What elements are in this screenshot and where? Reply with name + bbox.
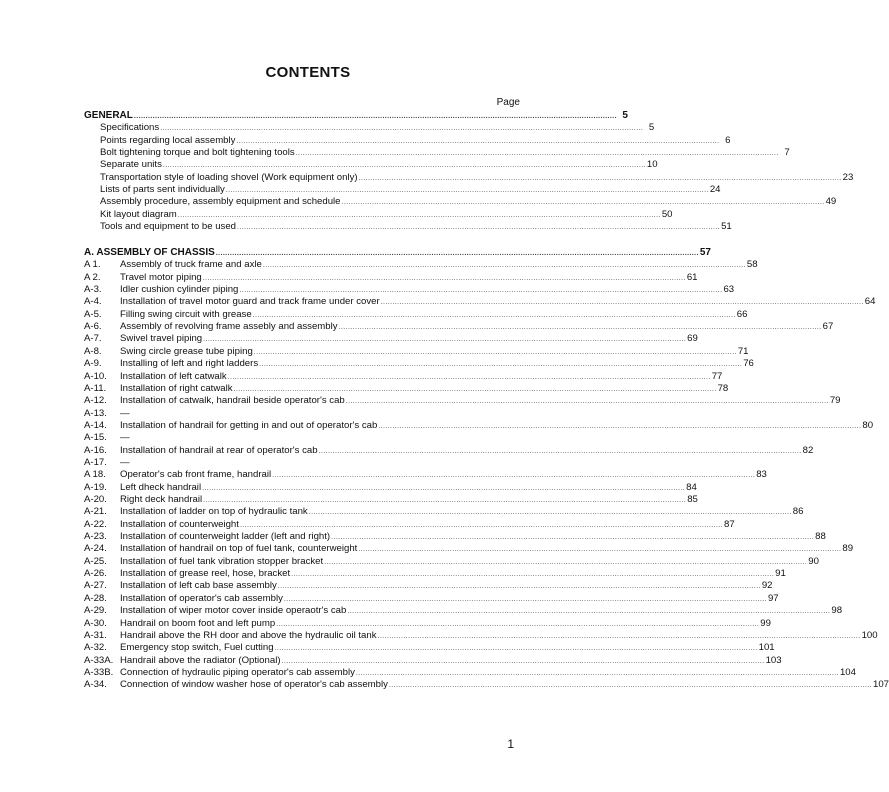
toc-entry [84, 679, 889, 691]
page-column-header: Page [496, 97, 520, 108]
entry-page: 98 [831, 605, 843, 617]
toc-entry [84, 284, 735, 296]
entry-title: Installation of travel motor guard and track frame under cover [120, 296, 380, 308]
entry-page: 67 [822, 321, 834, 333]
toc-entry [84, 666, 856, 679]
entry-page: 64 [864, 296, 876, 308]
entry-title: Right deck handrail [120, 494, 203, 505]
entry-page: 71 [737, 345, 749, 357]
entry-page: 66 [736, 308, 748, 320]
entry-number: A-3. [84, 284, 102, 296]
toc-entry [84, 395, 841, 407]
toc-entry [84, 494, 698, 506]
entry-title: Installation of handrail at rear of operator's cab [120, 444, 318, 456]
entry-number: A-11. [84, 382, 107, 394]
entry-number: A-13. [84, 407, 107, 419]
entry-page: 84 [686, 481, 697, 493]
page-title: CONTENTS [265, 64, 351, 81]
entry-page: 69 [687, 333, 698, 345]
page-number: 1 [507, 737, 514, 751]
entry-title: Installation of wiper motor cover inside operaotr's cab [120, 605, 347, 617]
toc-entry [84, 196, 837, 208]
entry-title: Handrail on boom foot and left pump [120, 617, 276, 629]
entry-title: Operator's cab front frame, handrail [120, 469, 272, 481]
entry-number: A-12. [84, 395, 107, 407]
entry-number: A-25. [84, 555, 107, 567]
entry-page: 77 [711, 370, 723, 382]
entry-title: Installation of counterweight ladder (left and right) [120, 531, 331, 543]
entry-title: Tools and equipment to be used [100, 221, 237, 233]
entry-title: Lists of parts sent individually [100, 184, 225, 196]
section-title: A. ASSEMBLY OF CHASSIS [84, 247, 215, 258]
entry-page: 91 [775, 568, 786, 580]
entry-page: 104 [839, 666, 856, 678]
entry-page: 6 [725, 134, 731, 146]
entry-title: Left dheck handrail [120, 481, 202, 493]
leader-dots [278, 581, 761, 593]
entry-title: Transportation style of loading shovel (Work equipment only) [100, 171, 358, 183]
leader-dots [203, 334, 686, 346]
entry-title: Separate units [100, 159, 162, 171]
entry-number: A-23. [84, 531, 107, 543]
entry-title: Swivel travel piping [120, 333, 203, 345]
leader-dots [358, 544, 841, 556]
leader-dots [282, 656, 765, 668]
entry-page: 10 [646, 159, 658, 171]
entry-page: 82 [802, 444, 814, 456]
toc-entry [84, 506, 804, 518]
leader-dots [275, 643, 758, 655]
entry-title: Kit layout diagram [100, 208, 177, 220]
toc-entry [84, 184, 721, 196]
entry-page: 63 [723, 284, 735, 296]
entry-title: Bolt tightening torque and bolt tightening tools [100, 147, 295, 159]
entry-number: A-15. [84, 432, 107, 444]
toc-entry [84, 444, 814, 457]
entry-title: — [120, 456, 130, 468]
entry-title: Installation of left cab base assembly [120, 580, 277, 592]
entry-page: 100 [861, 629, 878, 641]
entry-page: 49 [825, 196, 837, 208]
entry-page: 107 [872, 679, 889, 691]
entry-page: 89 [842, 543, 854, 555]
leader-dots [240, 520, 723, 532]
entry-page: 7 [784, 147, 790, 159]
leader-dots [239, 285, 722, 297]
toc-entry [84, 221, 732, 233]
leader-dots [163, 160, 646, 172]
leader-dots [381, 297, 864, 309]
leader-dots [378, 421, 861, 433]
toc-entry [84, 321, 834, 333]
entry-page: 92 [761, 580, 773, 592]
entry-number: A-19. [84, 481, 107, 493]
entry-page: 5 [648, 122, 655, 134]
entry-title: Installation of handrail for getting in and out of operator's cab [120, 419, 378, 431]
section-page: 5 [622, 110, 628, 121]
toc-entry [84, 592, 779, 605]
entry-number: A-28. [84, 592, 107, 604]
toc-entry [84, 208, 673, 221]
leader-dots [134, 111, 617, 123]
toc-entry [84, 580, 773, 592]
toc-section-heading [84, 110, 628, 122]
toc-entry [84, 457, 520, 469]
toc-entry [84, 296, 876, 308]
entry-page: 90 [808, 555, 819, 567]
entry-page: 103 [765, 654, 782, 666]
entry-number: A-33A. [84, 654, 114, 666]
toc-entry [84, 555, 819, 568]
leader-dots [359, 173, 842, 185]
entry-number: A-14. [84, 419, 107, 431]
entry-page: 85 [687, 494, 698, 505]
entry-title: Swing circle grease tube piping [120, 345, 253, 357]
entry-title: Assembly procedure, assembly equipment and schedule [100, 196, 341, 208]
leader-dots [339, 322, 822, 334]
entry-page: 80 [862, 419, 874, 431]
toc-entry [84, 159, 658, 171]
entry-title: Assembly of truck frame and axle [120, 259, 262, 271]
leader-dots [378, 631, 861, 643]
leader-dots [253, 310, 736, 322]
entry-page: 79 [829, 395, 841, 407]
toc-entry [84, 469, 767, 481]
leader-dots [284, 594, 767, 606]
entry-page: 23 [842, 171, 854, 183]
toc-entry [84, 345, 749, 358]
leader-dots [228, 372, 711, 384]
entry-title: Handrail above the radiator (Optional) [120, 654, 281, 666]
toc-entry [84, 629, 878, 642]
entry-page: 24 [709, 184, 721, 196]
leader-dots [319, 446, 802, 458]
entry-number: A-7. [84, 333, 102, 345]
leader-dots [203, 273, 686, 285]
entry-page: 83 [756, 469, 767, 481]
leader-dots [346, 396, 829, 408]
entry-title: — [120, 407, 130, 419]
entry-title: Travel motor piping [120, 271, 202, 283]
leader-dots [216, 248, 699, 260]
entry-number: A-34. [84, 679, 107, 691]
entry-number: A-29. [84, 605, 107, 617]
entry-page: 101 [758, 642, 775, 654]
toc-entry [84, 308, 748, 321]
entry-number: A-33B. [84, 666, 114, 678]
entry-number: A-4. [84, 296, 102, 308]
entry-title: Idler cushion cylinder piping [120, 284, 239, 296]
entry-title: Installation of grease reel, hose, bracket [120, 568, 291, 580]
entry-title: Points regarding local assembly [100, 134, 236, 146]
toc-entry [84, 531, 826, 543]
entry-title: — [120, 432, 130, 444]
entry-number: A-22. [84, 518, 107, 530]
toc-entry [84, 432, 520, 444]
leader-dots [276, 619, 759, 631]
leader-dots [356, 668, 839, 680]
toc-entry [84, 617, 771, 630]
leader-dots [160, 123, 643, 135]
entry-title: Connection of hydraulic piping operator's cab assembly [120, 666, 355, 678]
entry-title: Specifications [100, 122, 160, 134]
entry-page: 87 [723, 518, 735, 530]
leader-dots [272, 470, 755, 482]
entry-page: 86 [792, 506, 804, 518]
leader-dots [226, 185, 709, 197]
entry-page: 58 [746, 259, 758, 271]
entry-title: Installation of fuel tank vibration stopper bracket [120, 555, 324, 567]
entry-number: A-32. [84, 642, 107, 654]
toc-entry [84, 419, 874, 432]
entry-title: Connection of window washer hose of operator's cab assembly [120, 679, 388, 691]
entry-page: 61 [686, 271, 698, 283]
toc-entry [84, 382, 729, 395]
entry-page: 99 [760, 617, 771, 629]
leader-dots [263, 260, 746, 272]
entry-title: Installation of right catwalk [120, 382, 233, 394]
toc-entry [84, 358, 754, 370]
entry-title: Installation of catwalk, handrail beside operator's cab [120, 395, 345, 407]
entry-number: A 18. [84, 469, 106, 481]
entry-number: A 2. [84, 271, 101, 283]
entry-title: Installation of left catwalk [120, 370, 227, 382]
toc-section-heading [84, 247, 711, 259]
entry-page: 78 [717, 382, 729, 394]
entry-title: Installation of operator's cab assembly [120, 592, 283, 604]
toc-entry [84, 333, 698, 345]
entry-number: A-10. [84, 370, 107, 382]
toc-entry [84, 134, 731, 147]
leader-dots [309, 507, 792, 519]
entry-title: Installing of left and right ladders [120, 358, 259, 370]
toc-entry [84, 481, 697, 494]
leader-dots [254, 347, 737, 359]
entry-title: Assembly of revolving frame assebly and assembly [120, 321, 338, 333]
leader-dots [237, 222, 720, 234]
toc-entry [84, 408, 520, 420]
toc-entry [84, 171, 854, 184]
toc-entry [84, 605, 843, 617]
toc-entry [84, 518, 735, 531]
entry-number: A-30. [84, 617, 107, 629]
leader-dots [347, 606, 830, 618]
entry-number: A 1. [84, 259, 101, 271]
leader-dots [389, 680, 872, 692]
leader-dots [342, 197, 825, 209]
entry-page: 97 [767, 592, 779, 604]
entry-title: Handrail above the RH door and above the hydraulic oil tank [120, 629, 377, 641]
section-page: 57 [699, 247, 711, 258]
toc-entry [84, 370, 723, 383]
leader-dots [259, 359, 742, 371]
leader-dots [178, 210, 661, 222]
entry-title: Installation of counterweight [120, 518, 239, 530]
entry-title: Emergency stop switch, Fuel cutting [120, 642, 274, 654]
toc-entry [84, 543, 854, 555]
entry-number: A-21. [84, 506, 107, 518]
leader-dots [291, 569, 774, 581]
entry-number: A-20. [84, 494, 107, 505]
leader-dots [202, 483, 685, 495]
leader-dots [234, 384, 717, 396]
entry-number: A-6. [84, 321, 102, 333]
toc-entry [84, 271, 698, 284]
entry-number: A-31. [84, 629, 107, 641]
entry-title: Filling swing circuit with grease [120, 308, 252, 320]
entry-number: A-8. [84, 345, 102, 357]
entry-number: A-9. [84, 358, 102, 370]
entry-number: A-16. [84, 444, 107, 456]
entry-number: A-26. [84, 568, 107, 580]
entry-title: Installation of ladder on top of hydraulic tank [120, 506, 308, 518]
entry-page: 51 [721, 221, 732, 233]
entry-number: A-24. [84, 543, 107, 555]
entry-number: A-5. [84, 308, 102, 320]
leader-dots [203, 495, 686, 507]
entry-number: A-27. [84, 580, 107, 592]
entry-page: 88 [815, 531, 826, 543]
entry-page: 76 [743, 358, 754, 370]
toc-entry [84, 259, 758, 271]
entry-page: 50 [661, 208, 673, 220]
toc-entry [84, 147, 790, 159]
toc-entry [84, 642, 775, 654]
section-title: GENERAL [84, 110, 133, 121]
leader-dots [324, 557, 807, 569]
toc-entry [84, 122, 655, 134]
toc-entry [84, 568, 786, 580]
entry-number: A-17. [84, 456, 107, 468]
leader-dots [236, 136, 719, 148]
toc-entry [84, 654, 782, 667]
entry-title: Installation of handrail on top of fuel tank, counterweight [120, 543, 358, 555]
leader-dots [296, 148, 779, 160]
leader-dots [331, 532, 814, 544]
